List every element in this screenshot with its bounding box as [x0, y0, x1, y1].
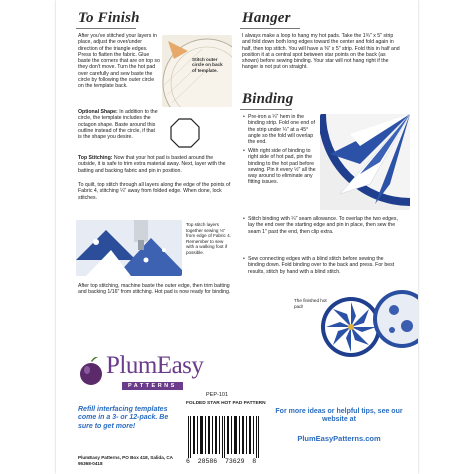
address-text: PlumEasy Patterns, PO Box 418, Salida, CA 95368-0418: [78, 455, 173, 466]
title-underline-swirl: [76, 28, 136, 29]
barcode-number: 6 28586 73629 8: [186, 458, 257, 465]
finished-caption: The finished hot pad!: [294, 298, 327, 309]
hanger-underline-swirl: [240, 28, 300, 29]
pattern-back-page: [56, 0, 418, 474]
brand-sub: PATTERNS: [122, 382, 183, 390]
binding-title: Binding: [242, 91, 294, 107]
binding-star-illustration: [320, 114, 410, 210]
template-back-photo: [162, 35, 232, 107]
quilting-photo: [76, 220, 182, 276]
refill-text: Refill interfacing templates come in a 3- or 12-pack. Be sure to get more!: [78, 406, 169, 430]
plum-logo-icon: [78, 356, 104, 386]
walking-foot-illustration: [76, 220, 182, 276]
octagon-shape-icon: [170, 118, 200, 148]
binding-photo: [320, 114, 410, 210]
binding-step-2: • With right side of binding to right side of hot pad, pin the binding to the hot pad before sewing. Pin it every ½" all the way around to eliminate any fitting issues.: [248, 148, 316, 186]
website-link[interactable]: PlumEasyPatterns.com: [297, 434, 381, 443]
pattern-name: FOLDED STAR HOT PAD PATTERN: [186, 401, 266, 406]
pattern-code: PEP-101: [206, 392, 229, 398]
binding-step-4: • Sew connecting edges with a blind stitch before sewing the binding down. Fold binding over to the back and press. For best results, stitch by hand with a blind stitch.: [248, 256, 398, 275]
brand-name: PlumEasy: [106, 352, 204, 379]
binding-step-1: • Pre-iron a ¼" hem in the binding strip. Fold one end of the strip under ¼" at a 45° angle so the fold will overlap the end.: [248, 114, 320, 145]
hanger-title: Hanger: [242, 10, 291, 26]
optional-shape-text: [78, 109, 160, 140]
quilt-text: To quilt, top stitch through all layers along the edge of the points of Fabric 4, stitching ¼" away from folded edge. When done, lock stitches.: [78, 182, 231, 201]
footer: [56, 352, 418, 474]
finished-hot-pad-floral: [372, 288, 418, 350]
more-ideas-text: For more ideas or helpful tips, see our website at: [275, 408, 403, 424]
optional-shape-label: Optional Shape:: [78, 109, 118, 115]
stitch-caption: Stitch outer circle on back of template.: [192, 57, 223, 73]
binding-underline-swirl: [240, 109, 292, 110]
binding-step-3: • Stitch binding with ¼" seam allowance. To overlap the two edges, lay the end over the starting edge and pin in place, then sew the seam 1" past the end, then clip extra.: [248, 216, 398, 235]
top-stitching-label: Top Stitching:: [78, 155, 113, 161]
barcode: [184, 414, 266, 470]
to-finish-text: After you've stitched your layers in place, adjust the over/under direction of the triangle edges. Press to flatten the fabric. Glue baste the corners that are on top so they don't move. Turn the hot pad over carefully and sew baste the circle by following the outer circle on the template back.: [78, 33, 160, 90]
barcode-bars: [184, 414, 266, 460]
top-stitching-text: [78, 155, 232, 174]
top-stitching-body: Now that your hot pad is basted around the outside, it is safe to trim extra material away. Next, layer with the batting and backing fabric and pin in position.: [78, 155, 226, 174]
optional-shape-body: In addition to the circle, the template includes the octagon shape. Baste around this outline instead of the circle, if that is the shape you desire.: [78, 109, 158, 141]
to-finish-title: To Finish: [78, 10, 140, 26]
hanger-text: I always make a loop to hang my hot pads. Take the 1¾" x 5" strip and fold down both long edges toward the center and fold again in half, then top stitch. You will have a ⅜" x 5" strip. Fold this in half and position it at a central spot between star points on the back (as shown) before sewing binding. Your star will not hang right if the hanger is not put on straight.: [242, 33, 400, 71]
after-text: After top stitching, machine baste the outer edge, then trim batting and backing 1/16" from stitching. Hot pad is now ready for binding.: [78, 283, 231, 296]
quilting-photo-caption: Top stitch layers together sewing ⅛" from edge of Fabric 4. Remember to sew with a walking foot if possible.: [186, 222, 231, 255]
